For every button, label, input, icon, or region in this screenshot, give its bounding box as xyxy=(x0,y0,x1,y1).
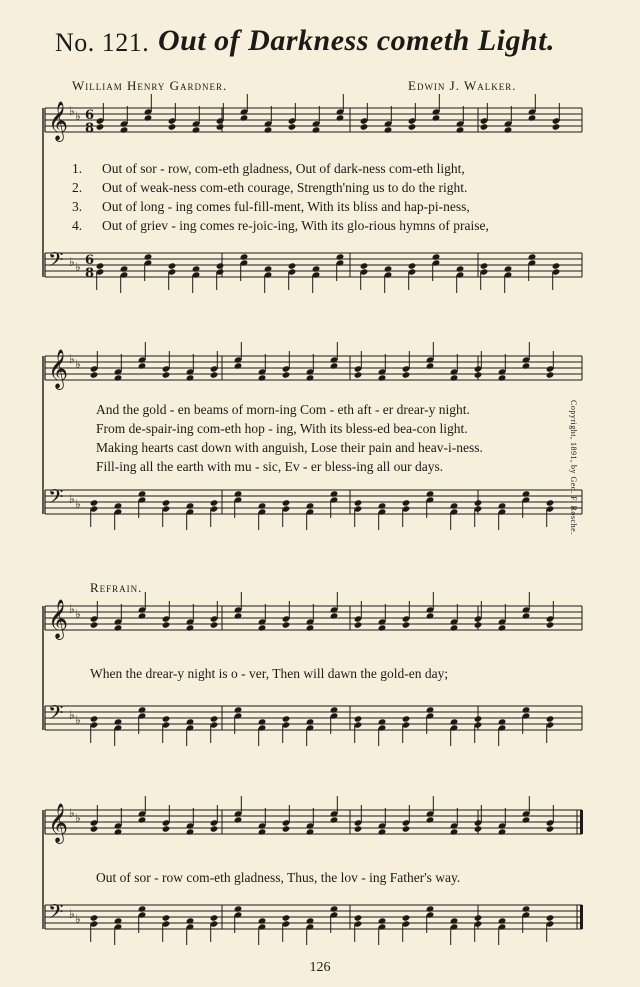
verse-number: 1. xyxy=(72,161,83,176)
note-head xyxy=(162,371,171,378)
verse-cont-line-2: From de-spair-ing com-eth hop - ing, With its bless-ed bea-con light. xyxy=(96,421,468,436)
note-head xyxy=(504,126,513,133)
note-head xyxy=(402,499,411,506)
final-bar-thick xyxy=(580,905,583,929)
flat-sign: ♭ xyxy=(69,255,75,269)
bass-clef: 𝄢 xyxy=(48,485,64,513)
time-signature-bottom: 8 xyxy=(85,266,95,281)
note-head xyxy=(162,715,171,722)
note-head xyxy=(378,917,387,924)
note-head xyxy=(552,262,561,269)
flat-sign: ♭ xyxy=(75,260,81,274)
note-head xyxy=(498,374,507,381)
note-head xyxy=(402,825,411,832)
note-head xyxy=(216,262,225,269)
note-head xyxy=(426,490,435,497)
note-head xyxy=(306,718,315,725)
note-head xyxy=(282,499,291,506)
refrain-line-2: Out of sor - row com-eth gladness, Thus, the lov - ing Father's way. xyxy=(96,870,461,885)
note-head xyxy=(306,917,315,924)
verse-cont-line-3: Making hearts cast down with anguish, Lose their pain and heav-i-ness. xyxy=(96,440,483,455)
note-head xyxy=(474,621,483,628)
note-head xyxy=(474,371,483,378)
note-head xyxy=(378,374,387,381)
note-head xyxy=(522,706,531,713)
note-head xyxy=(210,621,219,628)
note-head xyxy=(162,621,171,628)
note-head xyxy=(90,499,99,506)
note-head xyxy=(426,816,435,823)
flat-sign: ♭ xyxy=(69,806,75,820)
note-head xyxy=(426,612,435,619)
note-head xyxy=(336,114,345,121)
treble-clef: 𝄞 xyxy=(48,803,69,843)
note-head xyxy=(306,624,315,631)
verse-text: Out of sor - row, com-eth gladness, Out of dark-ness com-eth light, xyxy=(102,161,465,176)
time-signature-top: 6 xyxy=(85,253,95,268)
note-head xyxy=(498,718,507,725)
verse-text: Out of weak-ness com-eth courage, Strength'ning us to do the right. xyxy=(102,180,468,195)
note-head xyxy=(138,490,147,497)
note-head xyxy=(138,706,147,713)
note-head xyxy=(144,253,153,260)
note-head xyxy=(258,718,267,725)
flat-sign: ♭ xyxy=(75,357,81,371)
note-head xyxy=(330,612,339,619)
note-head xyxy=(282,715,291,722)
verse-number: 4. xyxy=(72,218,83,233)
note-head xyxy=(312,126,321,133)
note-head xyxy=(186,502,195,509)
verse-line-1 xyxy=(72,161,465,177)
note-head xyxy=(96,262,105,269)
treble-clef: 𝄞 xyxy=(48,599,69,639)
note-head xyxy=(498,917,507,924)
note-head xyxy=(264,126,273,133)
note-head xyxy=(384,265,393,272)
note-head xyxy=(498,502,507,509)
note-head xyxy=(216,123,225,130)
note-head xyxy=(450,624,459,631)
note-head xyxy=(456,126,465,133)
note-head xyxy=(330,816,339,823)
flat-sign: ♭ xyxy=(75,497,81,511)
note-head xyxy=(546,825,555,832)
verse-text: Out of long - ing comes ful-fill-ment, With its bliss and hap-pi-ness, xyxy=(102,199,470,214)
note-head xyxy=(402,715,411,722)
note-head xyxy=(144,114,153,121)
note-head xyxy=(360,123,369,130)
note-head xyxy=(234,612,243,619)
note-head xyxy=(186,828,195,835)
note-head xyxy=(354,499,363,506)
treble-clef: 𝄞 xyxy=(48,101,69,141)
note-head xyxy=(114,374,123,381)
note-head xyxy=(162,499,171,506)
note-head xyxy=(522,362,531,369)
note-head xyxy=(114,828,123,835)
note-head xyxy=(162,825,171,832)
note-head xyxy=(288,262,297,269)
note-head xyxy=(138,612,147,619)
note-head xyxy=(90,825,99,832)
verse-number: 3. xyxy=(72,199,83,214)
note-head xyxy=(114,624,123,631)
note-head xyxy=(354,914,363,921)
note-head xyxy=(90,715,99,722)
note-head xyxy=(474,499,483,506)
note-head xyxy=(378,718,387,725)
note-head xyxy=(90,914,99,921)
hymn-title: Out of Darkness cometh Light. xyxy=(158,24,556,57)
note-head xyxy=(528,114,537,121)
flat-sign: ♭ xyxy=(69,708,75,722)
note-head xyxy=(474,825,483,832)
note-head xyxy=(114,718,123,725)
note-head xyxy=(474,914,483,921)
note-head xyxy=(378,502,387,509)
note-head xyxy=(546,621,555,628)
flat-sign: ♭ xyxy=(75,607,81,621)
note-head xyxy=(546,715,555,722)
note-head xyxy=(186,718,195,725)
note-head xyxy=(546,499,555,506)
note-head xyxy=(336,253,345,260)
note-head xyxy=(306,828,315,835)
note-head xyxy=(120,126,129,133)
note-head xyxy=(456,265,465,272)
note-head xyxy=(114,917,123,924)
refrain-label: Refrain. xyxy=(90,580,143,595)
note-head xyxy=(552,123,561,130)
flat-sign: ♭ xyxy=(69,602,75,616)
note-head xyxy=(450,718,459,725)
final-bar-thick xyxy=(580,810,583,834)
note-head xyxy=(210,825,219,832)
verse-line-4 xyxy=(72,218,489,234)
note-head xyxy=(186,624,195,631)
note-head xyxy=(258,828,267,835)
note-head xyxy=(432,253,441,260)
note-head xyxy=(402,371,411,378)
note-head xyxy=(192,265,201,272)
note-head xyxy=(522,612,531,619)
flat-sign: ♭ xyxy=(75,713,81,727)
note-head xyxy=(258,624,267,631)
note-head xyxy=(96,123,105,130)
note-head xyxy=(522,905,531,912)
note-head xyxy=(282,825,291,832)
note-head xyxy=(384,126,393,133)
flat-sign: ♭ xyxy=(75,811,81,825)
note-head xyxy=(426,706,435,713)
bass-clef: 𝄢 xyxy=(48,248,64,276)
composer-credit: Edwin J. Walker. xyxy=(408,78,517,93)
note-head xyxy=(354,371,363,378)
note-head xyxy=(210,715,219,722)
note-head xyxy=(474,715,483,722)
note-head xyxy=(498,828,507,835)
note-head xyxy=(378,624,387,631)
note-head xyxy=(408,262,417,269)
note-head xyxy=(240,253,249,260)
note-head xyxy=(282,914,291,921)
verse-line-2 xyxy=(72,180,467,196)
note-head xyxy=(234,362,243,369)
flat-sign: ♭ xyxy=(75,109,81,123)
note-head xyxy=(234,905,243,912)
treble-clef: 𝄞 xyxy=(48,349,69,389)
note-head xyxy=(288,123,297,130)
note-head xyxy=(90,371,99,378)
note-head xyxy=(138,816,147,823)
note-head xyxy=(378,828,387,835)
note-head xyxy=(498,624,507,631)
note-head xyxy=(186,917,195,924)
verse-cont-line-1: And the gold - en beams of morn-ing Com - eth aft - er drear-y night. xyxy=(96,402,470,417)
refrain-line-1: When the drear-y night is o - ver, Then will dawn the gold-en day; xyxy=(90,666,449,681)
lyricist-credit: William Henry Gardner. xyxy=(72,78,228,93)
note-head xyxy=(480,262,489,269)
note-head xyxy=(234,816,243,823)
note-head xyxy=(186,374,195,381)
note-head xyxy=(234,706,243,713)
time-signature-top: 6 xyxy=(85,108,95,123)
verse-text: Out of griev - ing comes re-joic-ing, With its glo-rious hymns of praise, xyxy=(102,218,489,233)
note-head xyxy=(450,374,459,381)
note-head xyxy=(282,371,291,378)
note-head xyxy=(522,816,531,823)
note-head xyxy=(450,828,459,835)
note-head xyxy=(432,114,441,121)
note-head xyxy=(264,265,273,272)
note-head xyxy=(480,123,489,130)
note-head xyxy=(282,621,291,628)
note-head xyxy=(258,502,267,509)
note-head xyxy=(210,499,219,506)
note-head xyxy=(168,123,177,130)
note-head xyxy=(354,715,363,722)
copyright-notice: Copyright, 1891, by Geo. F. Rosche. xyxy=(569,400,578,535)
verse-line-3 xyxy=(72,199,470,215)
note-head xyxy=(426,362,435,369)
page-number: 126 xyxy=(309,960,331,975)
note-head xyxy=(450,502,459,509)
note-head xyxy=(402,621,411,628)
note-head xyxy=(426,905,435,912)
note-head xyxy=(234,490,243,497)
note-head xyxy=(522,490,531,497)
note-head xyxy=(330,706,339,713)
note-head xyxy=(138,905,147,912)
note-head xyxy=(546,914,555,921)
note-head xyxy=(210,914,219,921)
note-head xyxy=(450,917,459,924)
hymn-number: No. 121. xyxy=(55,28,150,57)
verse-cont-line-4: Fill-ing all the earth with mu - sic, Ev - er bless-ing all our days. xyxy=(96,459,444,474)
note-head xyxy=(138,362,147,369)
note-head xyxy=(330,490,339,497)
note-head xyxy=(528,253,537,260)
flat-sign: ♭ xyxy=(69,907,75,921)
note-head xyxy=(306,502,315,509)
note-head xyxy=(168,262,177,269)
note-head xyxy=(408,123,417,130)
note-head xyxy=(312,265,321,272)
time-signature-bottom: 8 xyxy=(85,121,95,136)
note-head xyxy=(504,265,513,272)
bass-clef: 𝄢 xyxy=(48,701,64,729)
note-head xyxy=(258,374,267,381)
flat-sign: ♭ xyxy=(69,104,75,118)
note-head xyxy=(546,371,555,378)
verse-number: 2. xyxy=(72,180,83,195)
note-head xyxy=(402,914,411,921)
note-head xyxy=(258,917,267,924)
note-head xyxy=(306,374,315,381)
note-head xyxy=(120,265,129,272)
bass-clef: 𝄢 xyxy=(48,900,64,928)
note-head xyxy=(210,371,219,378)
flat-sign: ♭ xyxy=(75,912,81,926)
note-head xyxy=(330,362,339,369)
note-head xyxy=(354,621,363,628)
note-head xyxy=(162,914,171,921)
note-head xyxy=(330,905,339,912)
note-head xyxy=(114,502,123,509)
note-head xyxy=(240,114,249,121)
flat-sign: ♭ xyxy=(69,352,75,366)
note-head xyxy=(360,262,369,269)
note-head xyxy=(90,621,99,628)
flat-sign: ♭ xyxy=(69,492,75,506)
note-head xyxy=(354,825,363,832)
note-head xyxy=(192,126,201,133)
